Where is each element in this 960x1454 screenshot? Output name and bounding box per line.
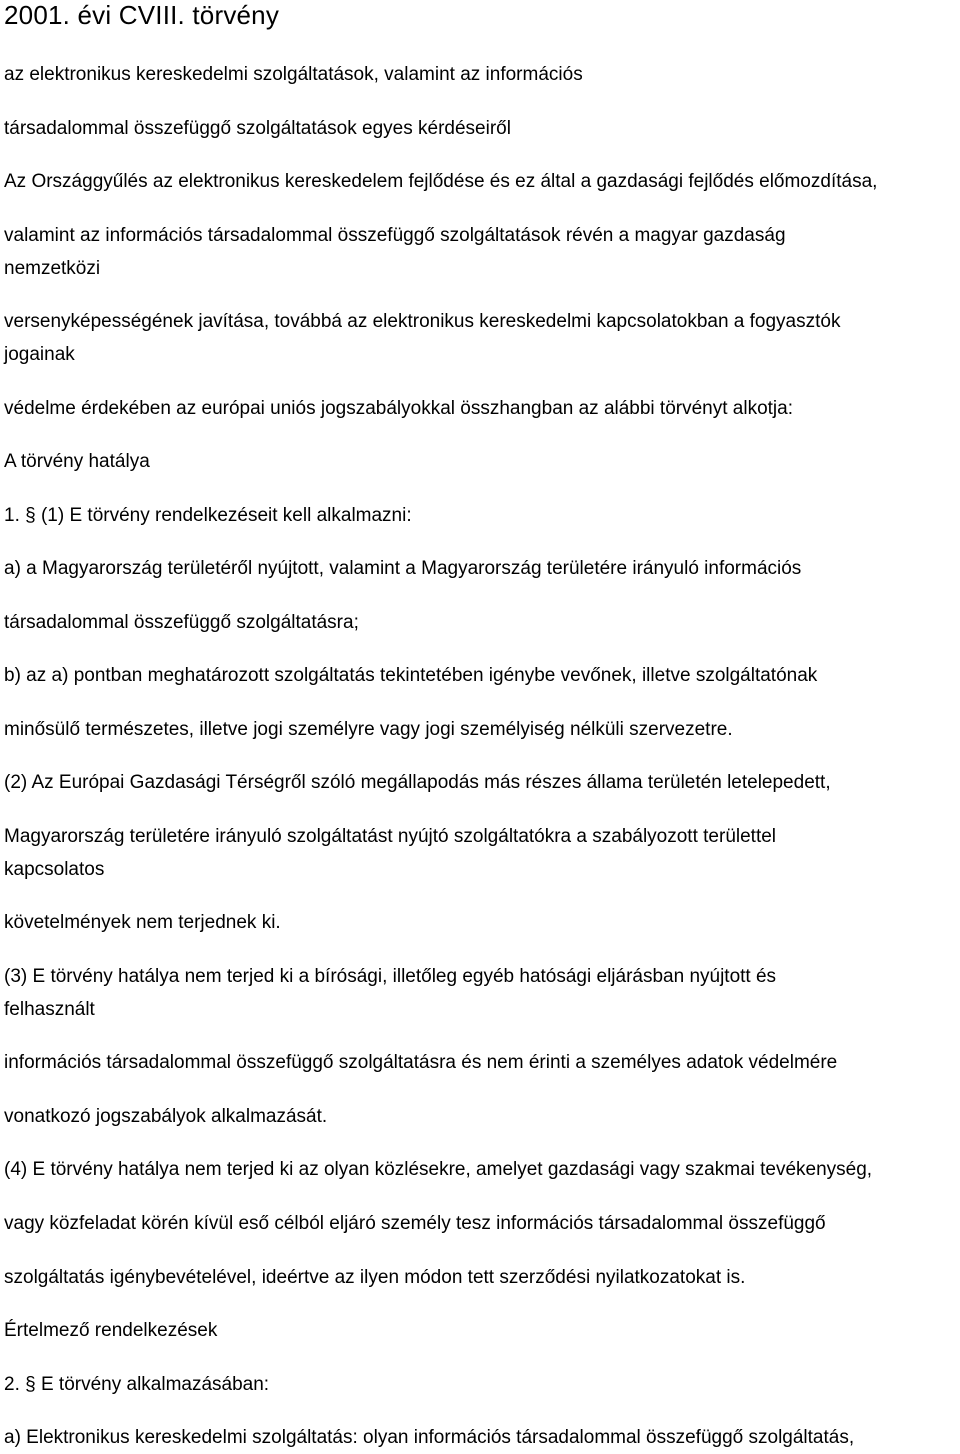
text-line: minősülő természetes, illetve jogi személyre vagy jogi személyiség nélküli szervezetre. [4, 719, 733, 740]
text-line: kapcsolatos [4, 859, 105, 880]
text-line: Az Országgyűlés az elektronikus kereskedelem fejlődése és ez által a gazdasági fejlődés előmozdítása, [4, 171, 878, 192]
text-line: b) az a) pontban meghatározott szolgáltatás tekintetében igénybe vevőnek, illetve szolgáltatónak [4, 665, 818, 686]
text-line: Magyarország területére irányuló szolgáltatást nyújtó szolgáltatókra a szabályozott területtel [4, 826, 777, 847]
text-line: információs társadalommal összefüggő szolgáltatásra és nem érinti a személyes adatok védelmére [4, 1052, 838, 1073]
text-line: vagy közfeladat körén kívül eső célból eljáró személy tesz információs társadalommal összefüggő [4, 1213, 826, 1234]
text-line: felhasznált [4, 999, 95, 1020]
text-line: (2) Az Európai Gazdasági Térségről szóló megállapodás más részes állama területén letelepedett, [4, 772, 831, 793]
text-line: nemzetközi [4, 258, 101, 279]
document-title: 2001. évi CVIII. törvény [4, 0, 280, 30]
text-line: (4) E törvény hatálya nem terjed ki az olyan közlésekre, amelyet gazdasági vagy szakmai tevékenység, [4, 1159, 873, 1180]
section-heading: A törvény hatálya [4, 451, 150, 472]
text-line: (3) E törvény hatálya nem terjed ki a bírósági, illetőleg egyéb hatósági eljárásban nyújtott és [4, 966, 777, 987]
text-line: a) a Magyarország területéről nyújtott, valamint a Magyarország területére irányuló információs [4, 558, 802, 579]
text-line: az elektronikus kereskedelmi szolgáltatások, valamint az információs [4, 64, 583, 85]
text-line: jogainak [4, 344, 75, 365]
text-line: követelmények nem terjednek ki. [4, 912, 281, 933]
section-heading: Értelmező rendelkezések [4, 1320, 218, 1341]
text-line: védelme érdekében az európai uniós jogszabályokkal összhangban az alábbi törvényt alkotja: [4, 398, 794, 419]
text-line: versenyképességének javítása, továbbá az elektronikus kereskedelmi kapcsolatokban a fogyasztók [4, 311, 841, 332]
text-line: vonatkozó jogszabályok alkalmazását. [4, 1106, 328, 1127]
text-line: a) Elektronikus kereskedelmi szolgáltatás: olyan információs társadalommal összefüggő szolgáltatás, [4, 1427, 855, 1448]
paragraph-start: 2. § E törvény alkalmazásában: [4, 1374, 270, 1395]
paragraph-start: 1. § (1) E törvény rendelkezéseit kell alkalmazni: [4, 505, 412, 526]
text-line: szolgáltatás igénybevételével, ideértve az ilyen módon tett szerződési nyilatkozatokat is. [4, 1267, 746, 1288]
text-line: társadalommal összefüggő szolgáltatások egyes kérdéseiről [4, 118, 511, 139]
text-line: társadalommal összefüggő szolgáltatásra; [4, 612, 359, 633]
text-line: valamint az információs társadalommal összefüggő szolgáltatások révén a magyar gazdaság [4, 225, 786, 246]
